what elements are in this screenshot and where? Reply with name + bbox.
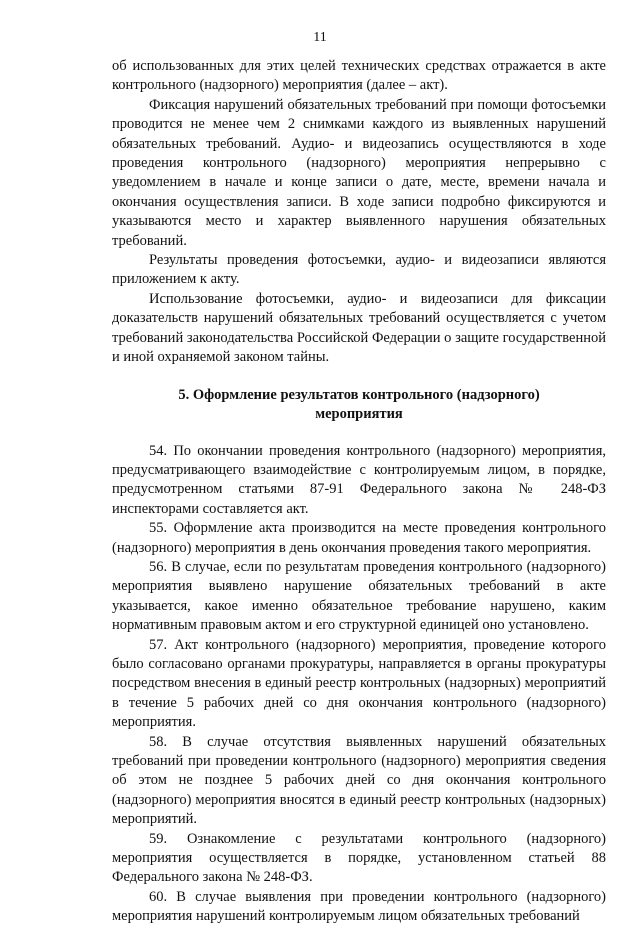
paragraph-evidence-use: Использование фотосъемки, аудио- и видеозаписи для фиксации доказательств нарушений обязательных требований осуществляется с учетом требований законодательства Российской Федерации о защите государственной и иной охраняемой законом тайны. — [112, 290, 606, 366]
paragraph-56: 56. В случае, если по результатам проведения контрольного (надзорного) мероприятия выявлено нарушение обязательных требований в акте указывается, какое именно обязательное требование нарушено, каким нормативным правовым актом и его структурной единицей оно установлено. — [112, 558, 606, 634]
paragraph-55: 55. Оформление акта производится на месте проведения контрольного (надзорного) мероприятия в день окончания проведения такого мероприятия. — [112, 520, 606, 556]
paragraph-60: 60. В случае выявления при проведении контрольного (надзорного) мероприятия нарушений контролируемым лицом обязательных требований — [112, 888, 606, 925]
paragraph-continuation: об использованных для этих целей технических средствах отражается в акте контрольного (надзорного) мероприятия (далее – акт). — [112, 58, 606, 94]
section-heading-line-1: 5. Оформление результатов контрольного (надзорного) — [178, 386, 540, 403]
paragraph-54: 54. По окончании проведения контрольного (надзорного) мероприятия, предусматривающего взаимодействие с контролируемым лицом, в порядке, предусмотренном статьями 87-91 Федерального закона № 248-ФЗ инспекторами составляется акт. — [112, 442, 606, 517]
document-body — [112, 57, 606, 927]
paragraph-photo-fixation: Фиксация нарушений обязательных требований при помощи фотосъемки проводится не менее чем 2 снимками каждого из выявленных нарушений обязательных требований. Аудио- и видеозапись осуществляются в ходе проведения контрольного (надзорного) мероприятия непрерывно с уведомлением в начале и конце записи о дате, месте, времени начала и окончания осуществления записи. В ходе записи подробно фиксируются и указываются место и характер выявленного нарушения обязательных требований. — [112, 96, 606, 249]
page-number: 11 — [313, 30, 327, 45]
paragraph-results-appendix: Результаты проведения фотосъемки, аудио- и видеозаписи являются приложением к акту. — [112, 252, 606, 288]
paragraph-57: 57. Акт контрольного (надзорного) мероприятия, проведение которого было согласовано органами прокуратуры, направляется в органы прокуратуры посредством внесения в единый реестр контрольных (надзорных) мероприятий в течение 5 рабочих дней со дня окончания контрольного (надзорного) мероприятия. — [112, 636, 606, 731]
paragraph-59: 59. Ознакомление с результатами контрольного (надзорного) мероприятия осуществляется в порядке, установленном статьей 88 Федерального закона № 248-ФЗ. — [112, 830, 606, 886]
section-heading-line-2: мероприятия — [315, 405, 403, 422]
section-heading — [112, 386, 606, 424]
paragraph-58: 58. В случае отсутствия выявленных нарушений обязательных требований при проведении контрольного (надзорного) мероприятия сведения об этом не позднее 5 рабочих дней со дня окончания контрольного (надзорного) мероприятия вносятся в единый реестр контрольных (надзорных) мероприятий. — [112, 733, 606, 828]
